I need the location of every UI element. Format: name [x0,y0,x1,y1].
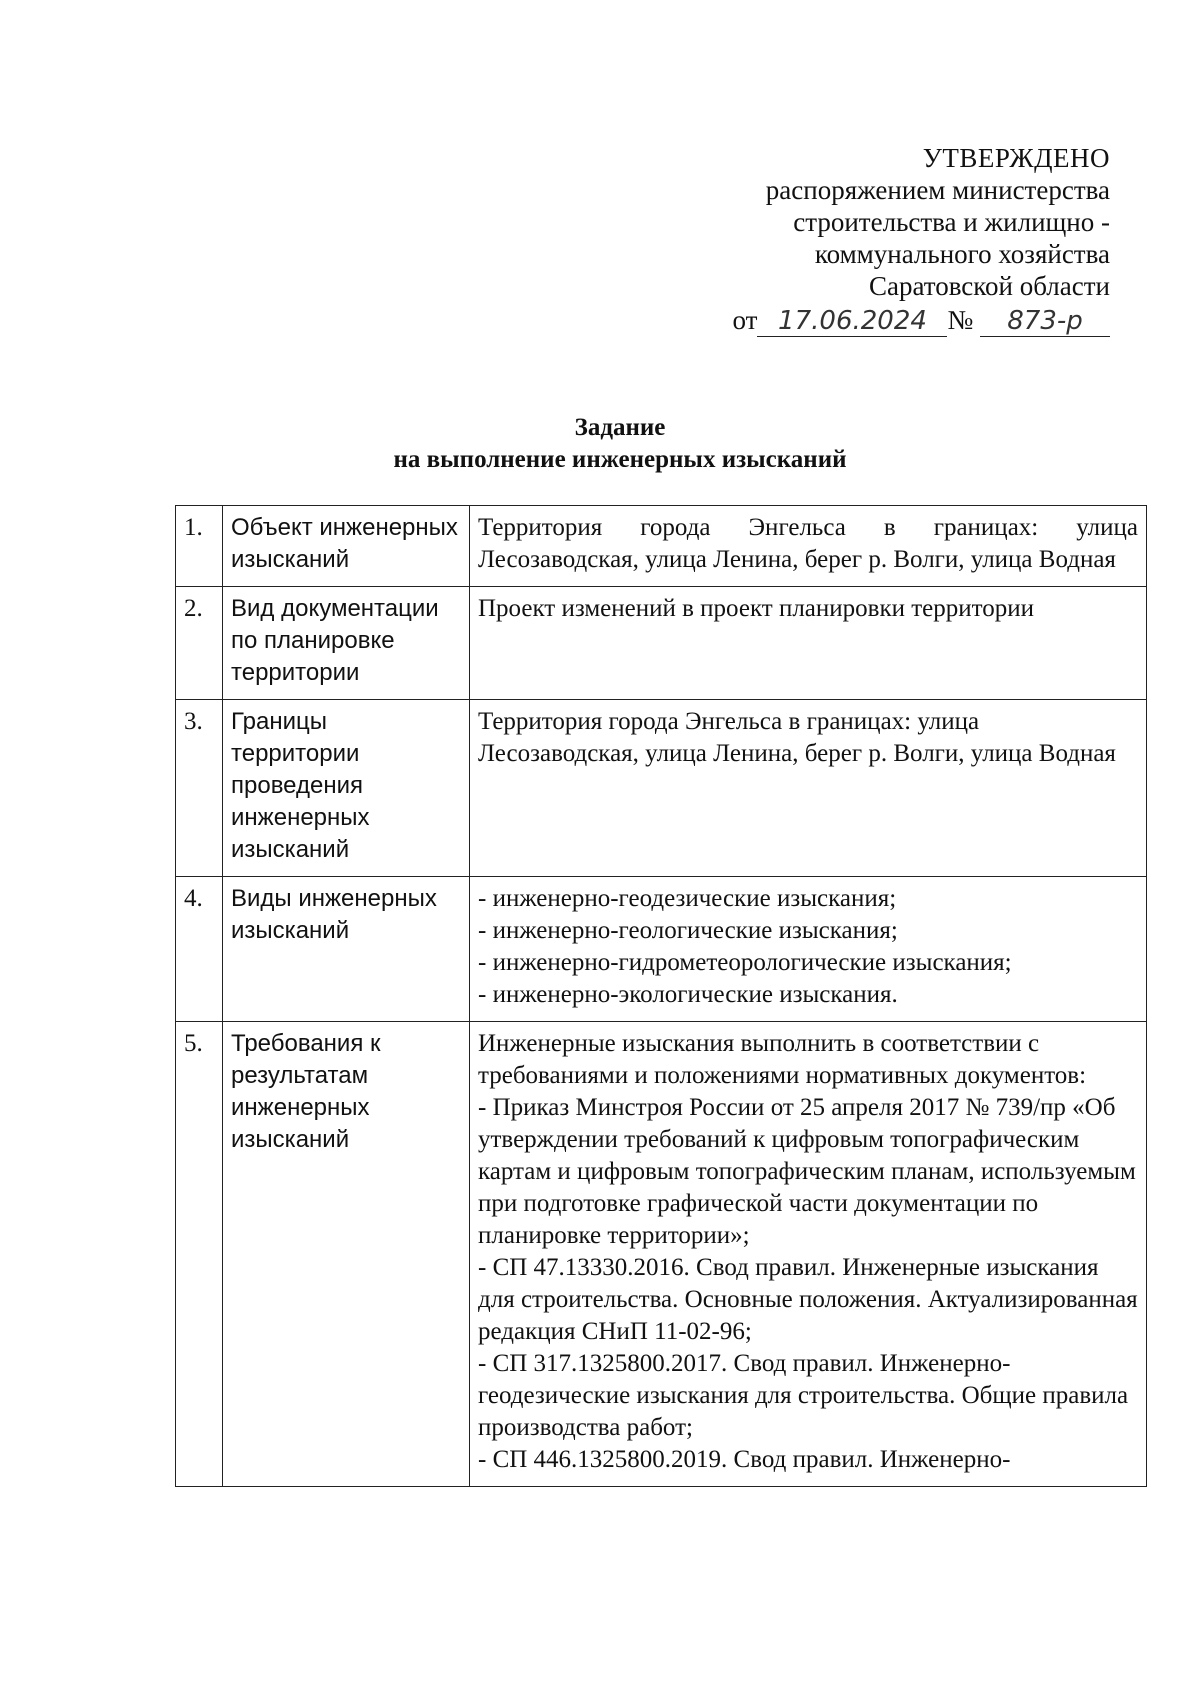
date-prefix: от [732,305,758,335]
approval-title: УТВЕРЖДЕНО [922,143,1110,173]
handwritten-date: 17.06.2024 [757,306,947,337]
table-row [176,877,1147,1022]
row-name: Вид документации по планировке территории [223,587,470,700]
approval-block [590,142,1110,337]
row-number: 4. [176,877,223,1022]
row-value [470,1022,1147,1487]
row-name: Объект инженерных изысканий [223,506,470,587]
row-value [470,700,1147,877]
value-line: - СП 47.13330.2016. Свод правил. Инженерные изыскания для строительства. Основные положения. Актуализированная редакция СНиП 11-02-96; [478,1254,1138,1345]
table-row [176,1022,1147,1487]
approval-reference [590,304,1110,337]
value-line: - СП 317.1325800.2017. Свод правил. Инженерно-геодезические изыскания для строительства. Общие правила производства работ; [478,1350,1129,1441]
row-name: Границы территории проведения инженерных изысканий [223,700,470,877]
task-table [175,505,1147,1487]
number-prefix: № [947,305,974,335]
value-line: Территория города Энгельса в границах: улица Лесозаводская, улица Ленина, берег р. Волги, улица Водная [478,514,1138,573]
value-line: - инженерно-экологические изыскания. [478,981,898,1008]
approval-line-2: строительства и жилищно - [793,207,1110,237]
row-value [470,587,1147,700]
value-line: Проект изменений в проект планировки территории [478,595,1034,622]
document-title [170,412,1070,476]
table-row [176,587,1147,700]
row-number: 3. [176,700,223,877]
row-number: 5. [176,1022,223,1487]
row-name: Требования к результатам инженерных изысканий [223,1022,470,1487]
value-line: - Приказ Минстроя России от 25 апреля 2017 № 739/пр «Об утверждении требований к цифровым топографическим картам и цифровым топографическим планам, используемым при подготовке графической части документации по планировке территории»; [478,1094,1136,1249]
value-line: - инженерно-геодезические изыскания; [478,885,897,912]
row-number: 1. [176,506,223,587]
row-number: 2. [176,587,223,700]
value-line: - инженерно-геологические изыскания; [478,917,898,944]
row-name: Виды инженерных изысканий [223,877,470,1022]
value-line: Территория города Энгельса в границах: улица Лесозаводская, улица Ленина, берег р. Волги, улица Водная [478,708,1116,767]
table-row [176,506,1147,587]
value-line: - СП 446.1325800.2019. Свод правил. Инженерно- [478,1446,1011,1473]
title-line-2: на выполнение инженерных изысканий [393,446,847,473]
row-value [470,506,1147,587]
title-line-1: Задание [574,414,666,441]
value-line: Инженерные изыскания выполнить в соответствии с требованиями и положениями нормативных документов: [478,1030,1087,1089]
approval-line-4: Саратовской области [869,271,1110,301]
handwritten-number: 873-р [980,306,1110,337]
value-line: - инженерно-гидрометеорологические изыскания; [478,949,1012,976]
row-value [470,877,1147,1022]
approval-line-3: коммунального хозяйства [814,239,1110,269]
table-row [176,700,1147,877]
approval-line-1: распоряжением министерства [765,175,1110,205]
